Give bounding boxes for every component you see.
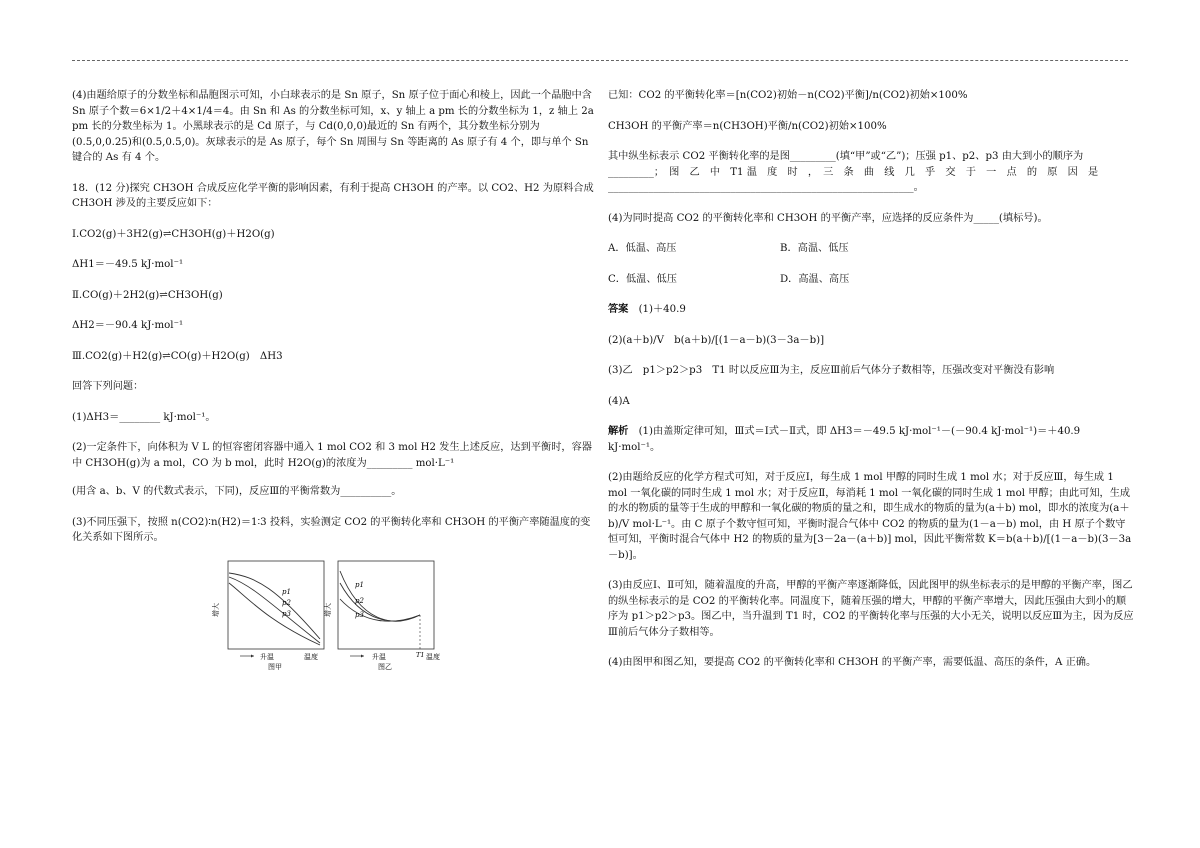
curve-a-p3: [229, 583, 320, 645]
enthalpy-2: ΔH2＝－90.4 kJ·mol⁻¹: [72, 320, 184, 331]
xlabel-mid-a: 升温: [260, 652, 274, 661]
reaction-2: Ⅱ.CO(g)＋2H2(g)⇌CH3OH(g): [72, 289, 223, 301]
curve-a-p2: [229, 577, 320, 643]
options-row-2: [608, 272, 1134, 288]
option-b: B．高温、低压: [780, 243, 849, 254]
analysis-3: (3)由反应Ⅰ、Ⅱ可知，随着温度的升高，甲醇的平衡产率逐渐降低，因此图甲的纵坐标表示的是甲醇的平衡产率，图乙的纵坐标表示的是 CO2 的平衡转化率。同温度下，随着压强的增大，甲醇的平衡产率增大，因此压强由大到小的顺序为 p1＞p2＞p3。图乙中，当升温到 T1 时，CO2 的平衡转化率与压强的大小无关，说明以反应Ⅲ为主，因为反应Ⅲ前后气体分子数相等。: [608, 580, 1134, 638]
conversion-formula: 已知：CO2 的平衡转化率＝[n(CO2)初始－n(CO2)平衡]/n(CO2)初始×100%: [608, 90, 968, 101]
curve-b-p2: [340, 580, 420, 621]
option-c: C．低温、低压: [608, 273, 677, 285]
xlabel-end-b: 温度: [426, 652, 440, 661]
figure-a: [211, 561, 324, 671]
analysis-4: (4)由图甲和图乙知，要提高 CO2 的平衡转化率和 CH3OH 的平衡产率，需要低温、高压的条件，A 正确。: [608, 657, 1097, 668]
option-d: D．高温、高压: [780, 273, 850, 285]
answer-1-text: (1)＋40.9: [638, 304, 686, 315]
question-2: (2)一定条件下，向体积为 V L 的恒容密闭容器中通入 1 mol CO2 和 3 mol H2 发生上述反应，达到平衡时，容器中 CH3OH(g)为 a mol，CO 为 b mol，此时 H2O(g)的浓度为_________ mol·L⁻¹: [72, 442, 592, 469]
label-b-p2: p2: [355, 596, 364, 605]
question-4: (4)为同时提高 CO2 的平衡转化率和 CH3OH 的平衡产率，应选择的反应条件为_____(填标号)。: [608, 212, 1048, 224]
label-b-p1: p1: [355, 580, 364, 589]
question-2-continued: (用含 a、b、V 的代数式表示，下同)，反应Ⅲ的平衡常数为__________。: [72, 486, 402, 497]
reaction-1: Ⅰ.CO2(g)＋3H2(g)⇌CH3OH(g)＋H2O(g): [72, 228, 275, 240]
answer-2: (2)(a＋b)/V b(a＋b)/[(1－a－b)(3－3a－b)]: [608, 334, 825, 346]
ylabel-a: 增大: [212, 602, 220, 617]
question-1: (1)ΔH3＝________ kJ·mol⁻¹。: [72, 411, 216, 423]
label-a-p2: p2: [282, 598, 291, 607]
left-column: [72, 88, 598, 671]
answer-4: (4)A: [608, 395, 630, 407]
analysis-2: (2)由题给反应的化学方程式可知，对于反应Ⅰ，每生成 1 mol 甲醇的同时生成 1 mol 水；对于反应Ⅲ，每生成 1 mol 一氧化碳的同时生成 1 mol 水；对于反应Ⅱ，每消耗 1 mol 一氧化碳的同时生成 1 mol 甲醇；由此可知，生成的水的物质的量等于生成的甲醇和一氧化碳的物质的量之和，即生成水的物质的量为(a＋b) mol，即水的浓度为(a＋b)/V mol·L⁻¹。由 C 原子个数守恒可知，平衡时混合气体中 CO2 的物质的量为(1－a－b) mol，由 H 原子个数守恒可知，平衡时混合气体中 H2 的物质的量为[3－2a－(a＋b)] mol，因此平衡常数 K＝b(a＋b)/[(1－a－b)(3－3a－b)]。: [608, 472, 1132, 561]
xlabel-end-a: 温度: [304, 652, 318, 661]
curve-b-p1: [340, 571, 420, 621]
reaction-3: Ⅲ.CO2(g)＋H2(g)⇌CO(g)＋H2O(g) ΔH3: [72, 350, 283, 362]
question-3: (3)不同压强下，按照 n(CO2)∶n(H2)＝1∶3 投料，实验测定 CO2 的平衡转化率和 CH3OH 的平衡产率随温度的变化关系如下图所示。: [72, 516, 591, 543]
pressure-temperature-figure: [72, 559, 598, 671]
yield-formula: CH3OH 的平衡产率＝n(CH3OH)平衡/n(CO2)初始×100%: [608, 120, 887, 132]
caption-b: 图乙: [378, 662, 392, 671]
figure-pair: [72, 559, 598, 671]
caption-a: 图甲: [268, 662, 282, 671]
label-a-p1: p1: [282, 587, 291, 596]
analysis-1: [608, 424, 1134, 455]
question-18-intro: 18．(12 分)探究 CH3OH 合成反应化学平衡的影响因素，有利于提高 CH3OH 的产率。以 CO2、H2 为原料合成 CH3OH 涉及的主要反应如下：: [72, 182, 594, 209]
enthalpy-1: ΔH1＝－49.5 kJ·mol⁻¹: [72, 259, 184, 270]
option-a: A．低温、高压: [608, 243, 677, 254]
answer-prompt: 回答下列问题：: [72, 381, 144, 392]
answer-1: [608, 302, 1134, 318]
options-row-1: [608, 241, 1134, 257]
ylabel-b: 增大: [324, 602, 332, 617]
answer-label: 答案: [608, 303, 629, 315]
answer-3: (3)乙 p1＞p2＞p3 T1 时以反应Ⅲ为主，反应Ⅲ前后气体分子数相等，压强改变对平衡没有影响: [608, 365, 1055, 376]
xlabel-mid-b: 升温: [372, 652, 386, 661]
header-divider: [72, 60, 1128, 61]
paragraph-sn-analysis: (4)由题给原子的分数坐标和晶胞图示可知，小白球表示的是 Sn 原子，Sn 原子位于面心和棱上，因此一个晶胞中含 Sn 原子个数＝6×1/2＋4×1/4＝4。由 Sn 和 As 的分数坐标可知，x、y 轴上 a pm 长的分数坐标为 1，z 轴上 2a pm 长的分数坐标为 1。小黑球表示的是 Cd 原子，与 Cd(0,0,0)最近的 Sn 有两个，其分数坐标分别为(0.5,0,0.25)和(0.5,0.5,0)。灰球表示的是 As 原子，每个 Sn 周围与 Sn 等距离的 As 原子有 4 个，即与单个 Sn 键合的 As 有 4 个。: [72, 90, 594, 163]
question-3-continued: 其中纵坐标表示 CO2 平衡转化率的是图_________(填“甲”或“乙”)；压强 p1、p2、p3 由大到小的顺序为_________； 图 乙 中 T1 温 度 时 ， 三 条 曲 线 几 乎 交 于 一 点 的 原 因 是 ____________________________________________________________。: [608, 151, 1109, 193]
label-t1: T1: [416, 650, 425, 659]
label-b-p3: p3: [355, 610, 364, 619]
right-column: [608, 88, 1134, 686]
figure-b: [323, 561, 440, 671]
analysis-label: 解析: [608, 425, 629, 437]
analysis-1-text: (1)由盖斯定律可知，Ⅲ式＝Ⅰ式－Ⅱ式，即 ΔH3＝－49.5 kJ·mol⁻¹－(－90.4 kJ·mol⁻¹)＝＋40.9 kJ·mol⁻¹。: [608, 426, 1081, 453]
label-a-p3: p3: [282, 609, 291, 618]
